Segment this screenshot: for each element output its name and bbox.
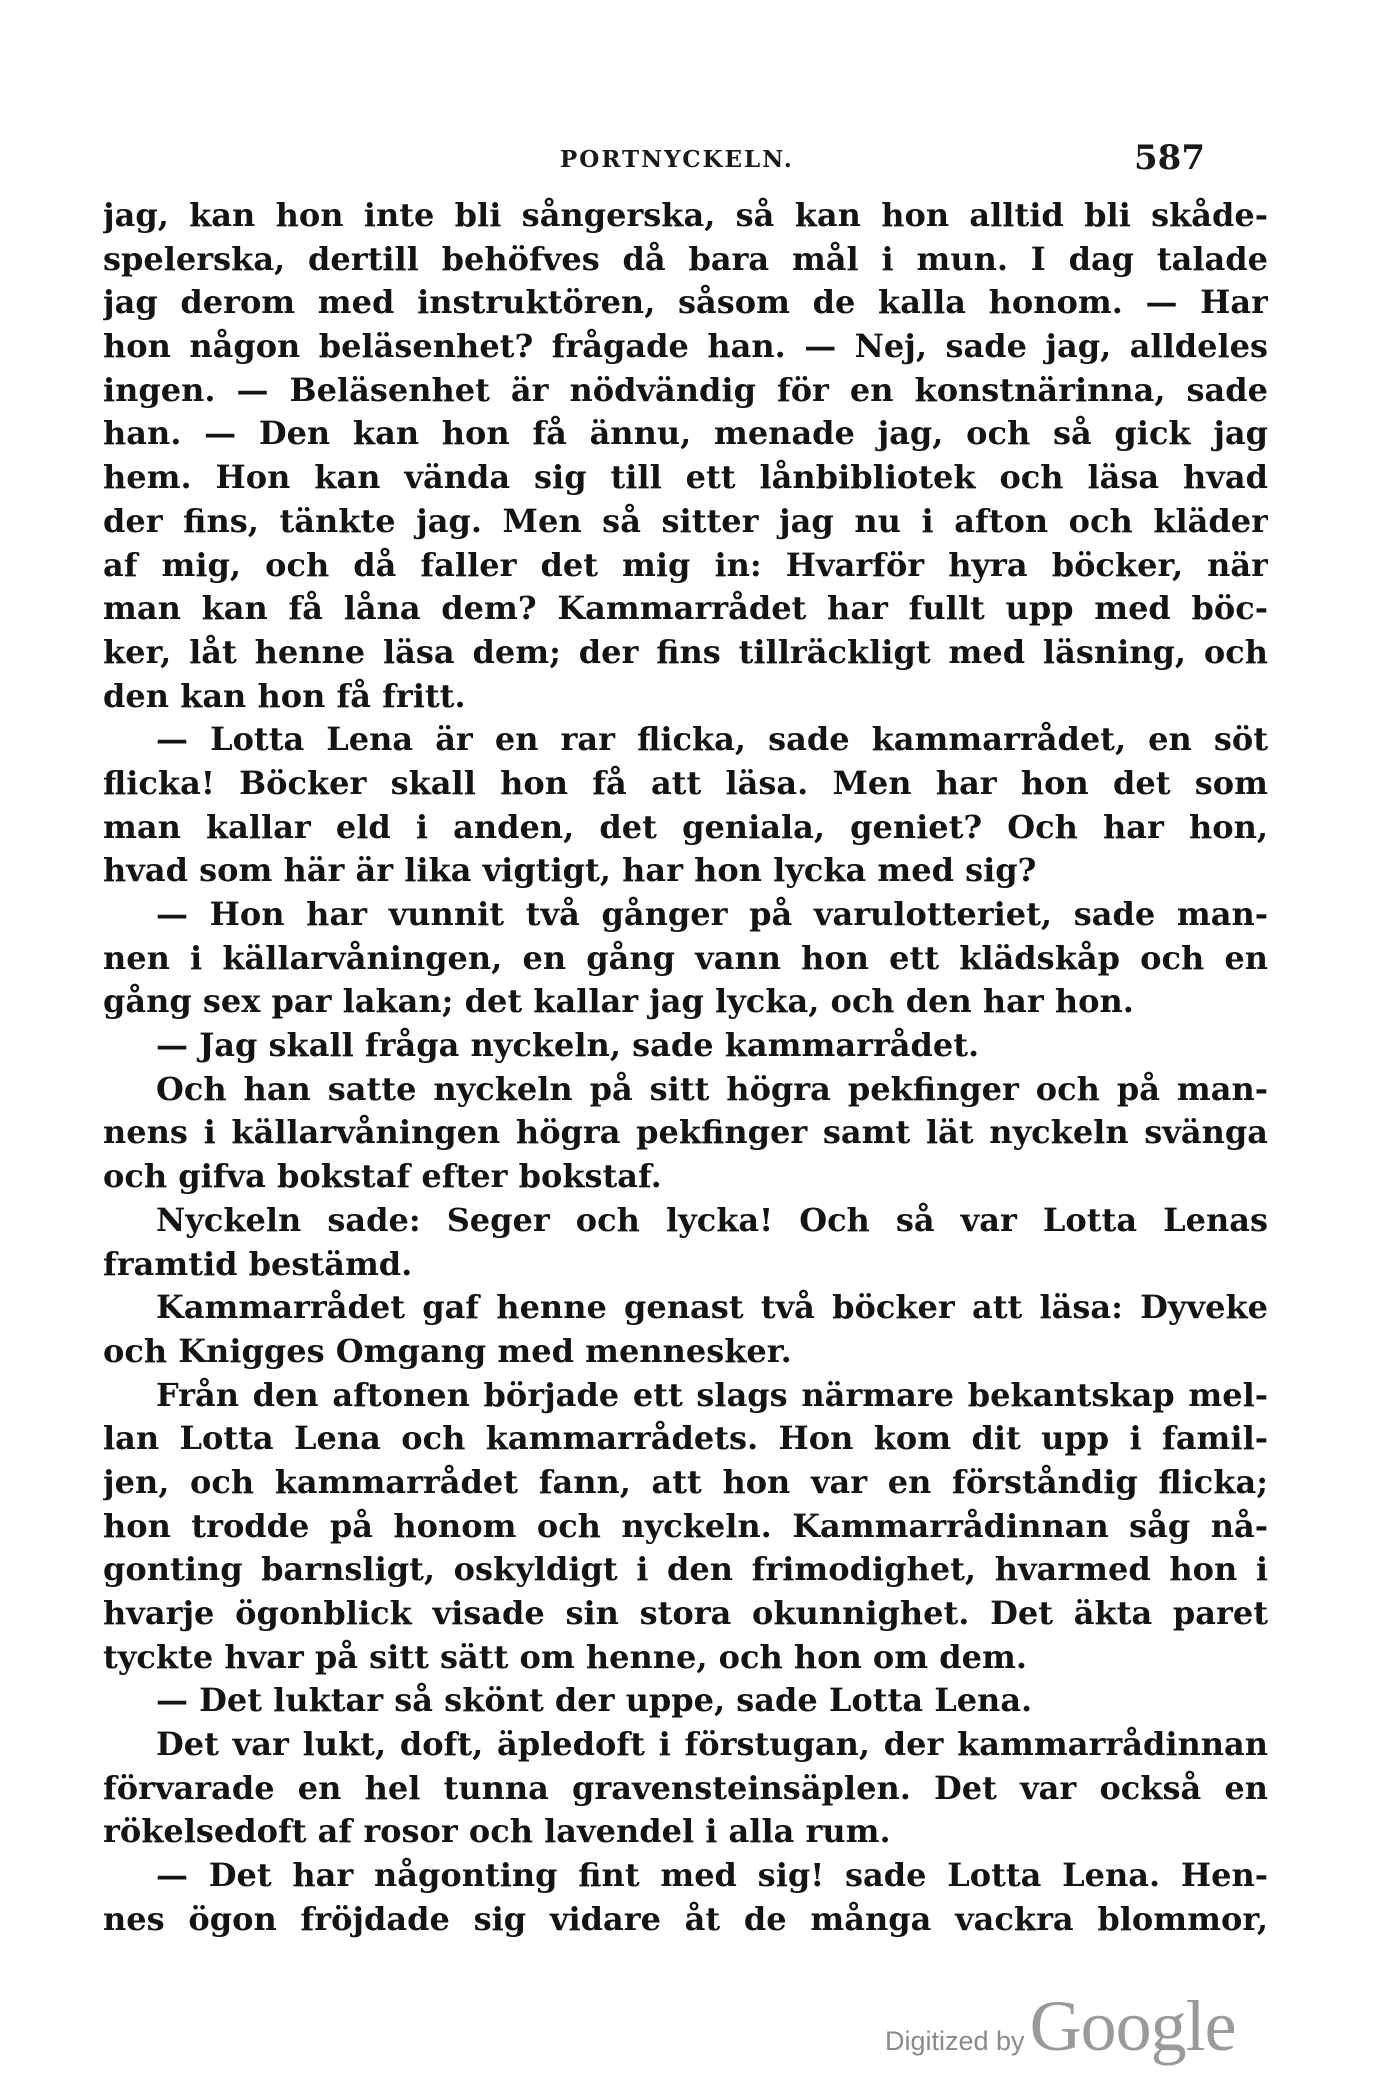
- text-line: hvad som här är lika vigtigt, har hon lycka med sig?: [103, 851, 1037, 890]
- text-line: Och han satte nyckeln på sitt högra pekfinger och på man-: [156, 1069, 1268, 1108]
- text-line: han. — Den kan hon få ännu, menade jag, och så gick jag: [103, 414, 1268, 453]
- text-line: hon trodde på honom och nyckeln. Kammarrådinnan såg nå-: [103, 1506, 1268, 1545]
- page-number: 587: [1134, 138, 1205, 178]
- body-text: [103, 194, 1268, 1942]
- text-line: nens i källarvåningen högra pekfinger samt lät nyckeln svänga: [103, 1113, 1268, 1152]
- text-line: nen i källarvåningen, en gång vann hon ett klädskåp och en: [103, 938, 1268, 977]
- text-line: den kan hon få fritt.: [103, 676, 466, 715]
- text-line: Kammarrådet gaf henne genast två böcker att läsa: Dyveke: [156, 1288, 1268, 1327]
- text-line: der fins, tänkte jag. Men så sitter jag nu i afton och kläder: [103, 501, 1268, 540]
- page-header: [100, 138, 1205, 178]
- text-line: af mig, och då faller det mig in: Hvarför hyra böcker, när: [103, 545, 1268, 584]
- text-line: flicka! Böcker skall hon få att läsa. Men har hon det som: [103, 763, 1268, 802]
- text-line: tyckte hvar på sitt sätt om henne, och hon om dem.: [103, 1637, 1027, 1676]
- text-line: ingen. — Beläsenhet är nödvändig för en konstnärinna, sade: [103, 370, 1268, 409]
- text-line: hvarje ögonblick visade sin stora okunnighet. Det äkta paret: [103, 1594, 1268, 1632]
- text-line: hem. Hon kan vända sig till ett lånbibliotek och läsa hvad: [103, 458, 1268, 497]
- google-logo: Google: [1029, 1986, 1236, 2066]
- text-line: — Det luktar så skönt der uppe, sade Lotta Lena.: [156, 1681, 1033, 1720]
- text-line: gonting barnsligt, oskyldigt i den frimodighet, hvarmed hon i: [103, 1550, 1268, 1589]
- text-line: Från den aftonen började ett slags närmare bekantskap mel-: [156, 1375, 1268, 1414]
- text-line: jen, och kammarrådet fann, att hon var en förståndig flicka;: [103, 1462, 1268, 1501]
- text-line: lan Lotta Lena och kammarrådets. Hon kom dit upp i famil-: [103, 1419, 1268, 1458]
- text-line: man kallar eld i anden, det geniala, geniet? Och har hon,: [103, 807, 1268, 846]
- text-line: spelerska, dertill behöfves då bara mål i mun. I dag talade: [103, 239, 1268, 278]
- text-line: jag, kan hon inte bli sångerska, så kan hon alltid bli skåde-: [103, 196, 1268, 234]
- text-line: Det var lukt, doft, äpledoft i förstugan, der kammarrådinnan: [156, 1725, 1268, 1764]
- text-line: — Jag skall fråga nyckeln, sade kammarrådet.: [156, 1026, 980, 1065]
- text-line: jag derom med instruktören, såsom de kalla honom. — Har: [103, 283, 1268, 322]
- running-head: PORTNYCKELN.: [560, 146, 794, 173]
- text-line: förvarade en hel tunna gravensteinsäplen. Det var också en: [103, 1768, 1268, 1807]
- text-line: och Knigges Omgang med mennesker.: [103, 1331, 792, 1370]
- text-line: hon någon beläsenhet? frågade han. — Nej, sade jag, alldeles: [103, 327, 1268, 366]
- text-line: — Hon har vunnit två gånger på varulotteriet, sade man-: [156, 895, 1268, 933]
- text-line: gång sex par lakan; det kallar jag lycka, och den har hon.: [103, 982, 1134, 1021]
- text-line: Nyckeln sade: Seger och lycka! Och så var Lotta Lenas: [156, 1200, 1268, 1239]
- digitized-by-google-watermark: [885, 1985, 1236, 2068]
- text-line: ker, låt henne läsa dem; der fins tillräckligt med läsning, och: [103, 632, 1268, 671]
- digitized-by-label: Digitized by: [885, 2026, 1025, 2056]
- text-line: — Lotta Lena är en rar flicka, sade kammarrådet, en söt: [156, 720, 1268, 759]
- text-line: — Det har någonting fint med sig! sade Lotta Lena. Hen-: [156, 1856, 1268, 1895]
- text-line: nes ögon fröjdade sig vidare åt de många vackra blommor,: [103, 1899, 1268, 1938]
- text-line: rökelsedoft af rosor och lavendel i alla rum.: [103, 1812, 891, 1851]
- text-line: framtid bestämd.: [103, 1244, 413, 1283]
- text-line: man kan få låna dem? Kammarrådet har fullt upp med böc-: [103, 589, 1268, 628]
- text-line: och gifva bokstaf efter bokstaf.: [103, 1157, 662, 1196]
